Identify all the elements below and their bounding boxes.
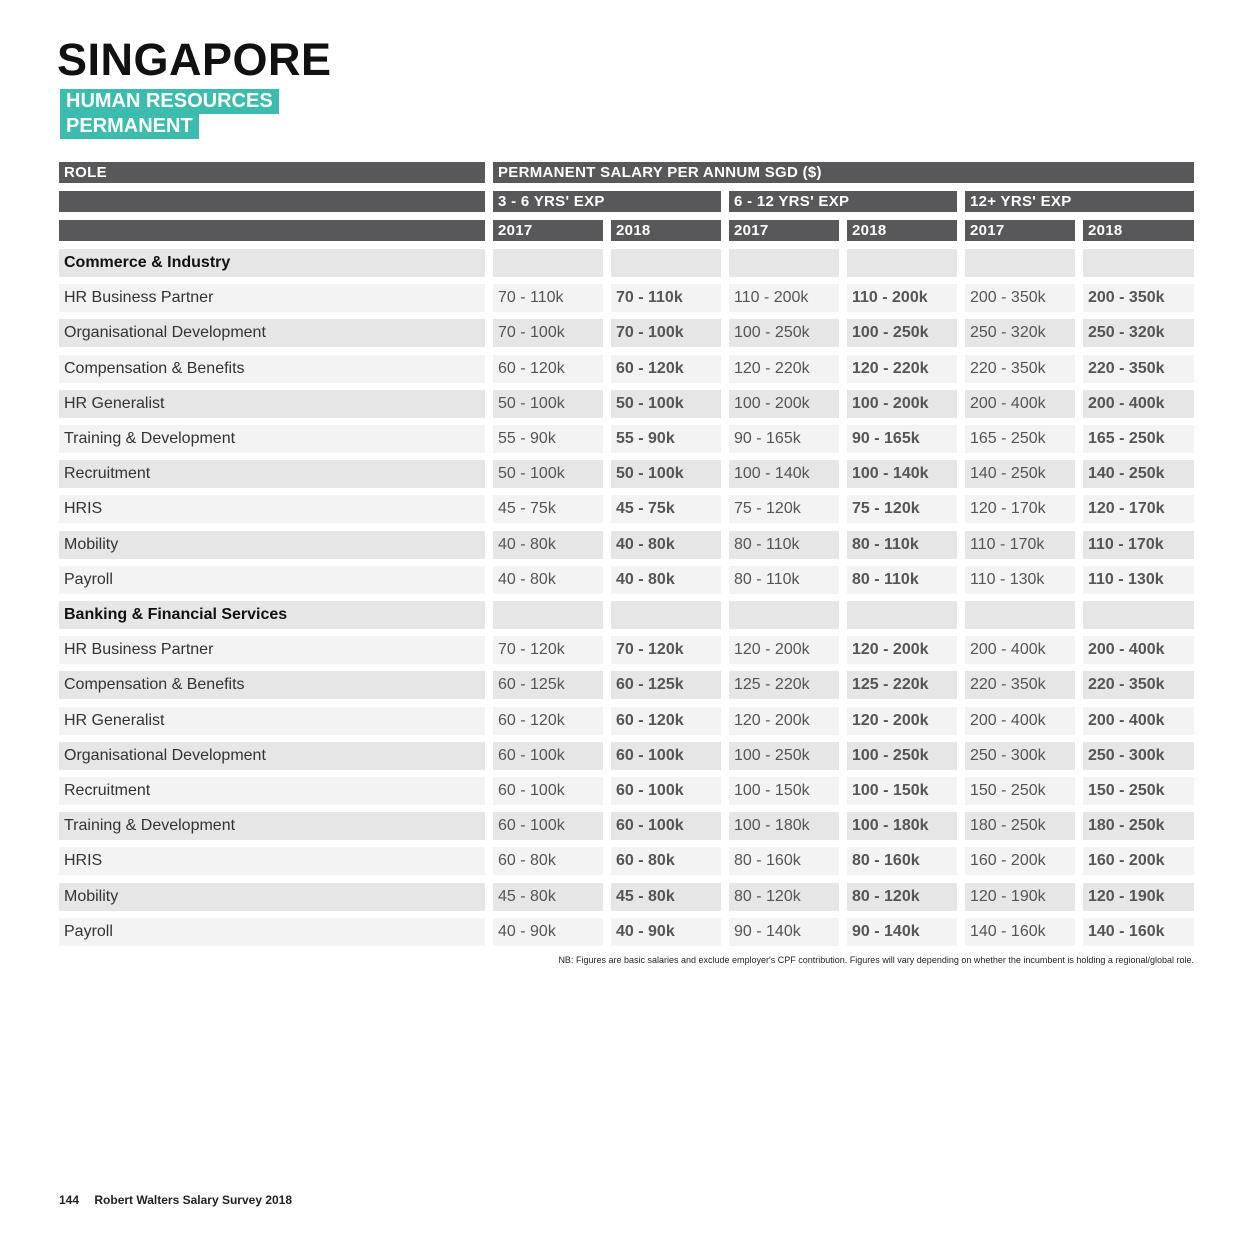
salary-cell: 80 - 160k — [847, 847, 957, 875]
table-row — [59, 460, 1194, 488]
page-title: SINGAPORE — [57, 34, 332, 85]
salary-cell: 60 - 120k — [611, 707, 721, 735]
salary-cell: 165 - 250k — [1083, 425, 1194, 453]
salary-cell: 220 - 350k — [1083, 355, 1194, 383]
exp-header-3-6: 3 - 6 YRS' EXP — [493, 191, 721, 212]
table-row — [59, 883, 1194, 911]
exp-header-6-12: 6 - 12 YRS' EXP — [729, 191, 957, 212]
salary-cell: 70 - 120k — [493, 636, 603, 664]
salary-cell: 60 - 100k — [493, 777, 603, 805]
salary-cell: 40 - 90k — [611, 918, 721, 946]
salary-cell: 100 - 180k — [847, 812, 957, 840]
salary-cell: 120 - 200k — [847, 636, 957, 664]
table-row — [59, 284, 1194, 312]
category-tag: HUMAN RESOURCES — [60, 89, 279, 114]
salary-cell: 220 - 350k — [965, 671, 1075, 699]
salary-cell: 160 - 200k — [1083, 847, 1194, 875]
salary-cell: 40 - 80k — [611, 566, 721, 594]
salary-cell: 140 - 160k — [965, 918, 1075, 946]
role-cell: Recruitment — [59, 777, 485, 805]
salary-cell: 120 - 200k — [729, 707, 839, 735]
role-header: ROLE — [59, 162, 485, 183]
salary-cell: 70 - 100k — [611, 319, 721, 347]
salary-cell: 75 - 120k — [729, 495, 839, 523]
salary-cell: 70 - 120k — [611, 636, 721, 664]
salary-cell: 120 - 190k — [965, 883, 1075, 911]
role-cell: Training & Development — [59, 812, 485, 840]
salary-cell: 200 - 400k — [1083, 707, 1194, 735]
table-row — [59, 742, 1194, 770]
salary-cell: 200 - 400k — [965, 390, 1075, 418]
section-row — [59, 601, 1194, 629]
salary-cell: 250 - 300k — [1083, 742, 1194, 770]
salary-cell: 60 - 100k — [611, 777, 721, 805]
salary-cell: 200 - 400k — [1083, 636, 1194, 664]
salary-cell: 100 - 250k — [729, 742, 839, 770]
table-row — [59, 495, 1194, 523]
salary-cell: 75 - 120k — [847, 495, 957, 523]
salary-cell: 90 - 165k — [729, 425, 839, 453]
section-label: Commerce & Industry — [59, 249, 485, 277]
role-cell: HR Business Partner — [59, 284, 485, 312]
page-footer — [59, 1193, 292, 1207]
empty-cell — [847, 249, 957, 277]
salary-cell: 50 - 100k — [493, 460, 603, 488]
year-header: 2018 — [611, 220, 721, 241]
salary-cell: 110 - 130k — [965, 566, 1075, 594]
salary-cell: 250 - 320k — [1083, 319, 1194, 347]
salary-cell: 60 - 120k — [611, 355, 721, 383]
page-number: 144 — [59, 1193, 80, 1207]
salary-cell: 70 - 100k — [493, 319, 603, 347]
empty-cell — [965, 601, 1075, 629]
section-row — [59, 249, 1194, 277]
salary-cell: 100 - 250k — [729, 319, 839, 347]
salary-cell: 80 - 110k — [729, 531, 839, 559]
salary-cell: 60 - 100k — [611, 742, 721, 770]
salary-cell: 200 - 400k — [1083, 390, 1194, 418]
salary-cell: 120 - 200k — [847, 707, 957, 735]
year-header: 2018 — [847, 220, 957, 241]
year-header: 2017 — [729, 220, 839, 241]
salary-cell: 165 - 250k — [965, 425, 1075, 453]
salary-cell: 60 - 120k — [493, 707, 603, 735]
salary-cell: 45 - 75k — [493, 495, 603, 523]
salary-cell: 160 - 200k — [965, 847, 1075, 875]
salary-cell: 200 - 350k — [965, 284, 1075, 312]
salary-cell: 110 - 130k — [1083, 566, 1194, 594]
table-row — [59, 777, 1194, 805]
employment-type-tag: PERMANENT — [60, 114, 199, 139]
blank-header — [59, 191, 485, 212]
salary-cell: 80 - 160k — [729, 847, 839, 875]
role-cell: HR Business Partner — [59, 636, 485, 664]
role-cell: Compensation & Benefits — [59, 355, 485, 383]
empty-cell — [611, 601, 721, 629]
salary-cell: 60 - 125k — [493, 671, 603, 699]
table-row — [59, 918, 1194, 946]
salary-cell: 90 - 165k — [847, 425, 957, 453]
salary-cell: 120 - 220k — [729, 355, 839, 383]
salary-cell: 60 - 100k — [611, 812, 721, 840]
salary-cell: 80 - 120k — [847, 883, 957, 911]
salary-cell: 100 - 150k — [729, 777, 839, 805]
salary-cell: 200 - 400k — [965, 707, 1075, 735]
salary-cell: 40 - 80k — [493, 531, 603, 559]
role-cell: HRIS — [59, 495, 485, 523]
table-row — [59, 390, 1194, 418]
salary-cell: 70 - 110k — [611, 284, 721, 312]
salary-cell: 125 - 220k — [847, 671, 957, 699]
table-row — [59, 671, 1194, 699]
salary-header: PERMANENT SALARY PER ANNUM SGD ($) — [493, 162, 1194, 183]
salary-cell: 100 - 200k — [729, 390, 839, 418]
table-row — [59, 425, 1194, 453]
salary-cell: 110 - 170k — [1083, 531, 1194, 559]
salary-cell: 40 - 80k — [611, 531, 721, 559]
empty-cell — [493, 249, 603, 277]
salary-cell: 50 - 100k — [611, 460, 721, 488]
role-cell: Mobility — [59, 883, 485, 911]
salary-cell: 90 - 140k — [847, 918, 957, 946]
salary-cell: 60 - 100k — [493, 742, 603, 770]
empty-cell — [729, 601, 839, 629]
table-row — [59, 566, 1194, 594]
salary-cell: 40 - 80k — [493, 566, 603, 594]
salary-cell: 100 - 250k — [847, 742, 957, 770]
salary-cell: 50 - 100k — [493, 390, 603, 418]
salary-cell: 80 - 110k — [847, 531, 957, 559]
table-row — [59, 355, 1194, 383]
salary-cell: 110 - 170k — [965, 531, 1075, 559]
empty-cell — [1083, 249, 1194, 277]
table-row — [59, 531, 1194, 559]
salary-cell: 100 - 180k — [729, 812, 839, 840]
role-cell: Organisational Development — [59, 742, 485, 770]
role-cell: HRIS — [59, 847, 485, 875]
empty-cell — [611, 249, 721, 277]
role-cell: Mobility — [59, 531, 485, 559]
role-cell: Training & Development — [59, 425, 485, 453]
empty-cell — [1083, 601, 1194, 629]
salary-cell: 60 - 125k — [611, 671, 721, 699]
salary-cell: 250 - 320k — [965, 319, 1075, 347]
salary-cell: 60 - 100k — [493, 812, 603, 840]
salary-cell: 180 - 250k — [965, 812, 1075, 840]
salary-cell: 110 - 200k — [847, 284, 957, 312]
salary-cell: 50 - 100k — [611, 390, 721, 418]
empty-cell — [729, 249, 839, 277]
salary-cell: 60 - 80k — [493, 847, 603, 875]
table-row — [59, 636, 1194, 664]
salary-cell: 80 - 110k — [847, 566, 957, 594]
role-cell: Payroll — [59, 566, 485, 594]
salary-cell: 40 - 90k — [493, 918, 603, 946]
empty-cell — [493, 601, 603, 629]
table-row — [59, 319, 1194, 347]
salary-cell: 55 - 90k — [611, 425, 721, 453]
salary-cell: 90 - 140k — [729, 918, 839, 946]
table-row — [59, 707, 1194, 735]
role-cell: Organisational Development — [59, 319, 485, 347]
salary-cell: 100 - 250k — [847, 319, 957, 347]
salary-cell: 80 - 120k — [729, 883, 839, 911]
salary-cell: 100 - 140k — [847, 460, 957, 488]
salary-cell: 180 - 250k — [1083, 812, 1194, 840]
salary-cell: 100 - 150k — [847, 777, 957, 805]
salary-cell: 70 - 110k — [493, 284, 603, 312]
role-cell: Compensation & Benefits — [59, 671, 485, 699]
publication-name: Robert Walters Salary Survey 2018 — [94, 1193, 293, 1207]
salary-cell: 220 - 350k — [1083, 671, 1194, 699]
salary-cell: 45 - 75k — [611, 495, 721, 523]
footnote: NB: Figures are basic salaries and exclude employer's CPF contribution. Figures will vary depending on whether the incumbent is holding a regional/global role. — [558, 955, 1194, 965]
salary-cell: 150 - 250k — [1083, 777, 1194, 805]
salary-cell: 220 - 350k — [965, 355, 1075, 383]
salary-cell: 100 - 200k — [847, 390, 957, 418]
salary-cell: 120 - 170k — [1083, 495, 1194, 523]
table-row — [59, 847, 1194, 875]
salary-cell: 200 - 400k — [965, 636, 1075, 664]
year-header: 2017 — [493, 220, 603, 241]
section-label: Banking & Financial Services — [59, 601, 485, 629]
salary-cell: 110 - 200k — [729, 284, 839, 312]
year-header: 2017 — [965, 220, 1075, 241]
salary-cell: 80 - 110k — [729, 566, 839, 594]
salary-cell: 140 - 250k — [1083, 460, 1194, 488]
empty-cell — [965, 249, 1075, 277]
salary-cell: 125 - 220k — [729, 671, 839, 699]
salary-cell: 45 - 80k — [611, 883, 721, 911]
salary-cell: 140 - 160k — [1083, 918, 1194, 946]
salary-cell: 120 - 170k — [965, 495, 1075, 523]
exp-header-12-plus: 12+ YRS' EXP — [965, 191, 1194, 212]
salary-cell: 120 - 200k — [729, 636, 839, 664]
role-cell: Payroll — [59, 918, 485, 946]
role-cell: Recruitment — [59, 460, 485, 488]
blank-header — [59, 220, 485, 241]
role-cell: HR Generalist — [59, 707, 485, 735]
salary-cell: 55 - 90k — [493, 425, 603, 453]
salary-cell: 200 - 350k — [1083, 284, 1194, 312]
year-header: 2018 — [1083, 220, 1194, 241]
salary-cell: 150 - 250k — [965, 777, 1075, 805]
salary-cell: 140 - 250k — [965, 460, 1075, 488]
role-cell: HR Generalist — [59, 390, 485, 418]
empty-cell — [847, 601, 957, 629]
table-row — [59, 812, 1194, 840]
salary-cell: 60 - 120k — [493, 355, 603, 383]
salary-cell: 120 - 190k — [1083, 883, 1194, 911]
salary-cell: 45 - 80k — [493, 883, 603, 911]
salary-cell: 100 - 140k — [729, 460, 839, 488]
salary-cell: 60 - 80k — [611, 847, 721, 875]
salary-cell: 120 - 220k — [847, 355, 957, 383]
salary-cell: 250 - 300k — [965, 742, 1075, 770]
